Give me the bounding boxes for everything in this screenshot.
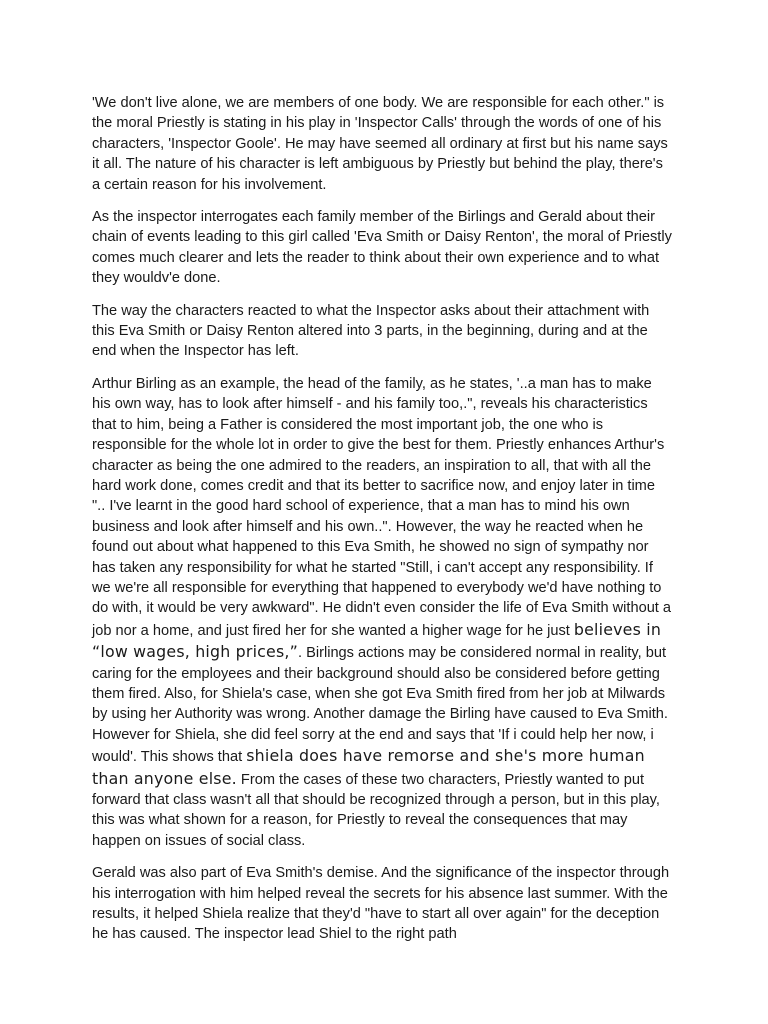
quote-shiela-remorse: shiela does have remorse and she's more human than anyone else. — [92, 746, 645, 788]
paragraph-gerald: Gerald was also part of Eva Smith's demise. And the significance of the inspector through his interrogation with him helped reveal the secrets for his absence last summer. With the results, it helped Shiela realize that they'd "have to start all over again" for the deception he has caused. The inspector lead Shiel to the right path — [92, 865, 670, 943]
essay-body — [92, 93, 672, 957]
paragraph-intro: 'We don't live alone, we are members of one body. We are responsible for each other." is the moral Priestly is stating in his play in 'Inspector Calls' through the words of one of his characters, 'Inspector Goole'. He may have seemed all ordinary at first but his name says it all. The nature of his character is left ambiguous by Priestly but behind the play, there's a certain reason for his involvement. — [92, 95, 668, 193]
paragraph-arthur-birling — [92, 374, 672, 851]
paragraph-interrogation: As the inspector interrogates each family member of the Birlings and Gerald about their chain of events leading to this girl called 'Eva Smith or Daisy Renton', the moral of Priestly comes much clearer and lets the reader to think about their own experience and to what they wouldv'e done. — [92, 209, 672, 287]
quote-low-wages: believes in “low wages, high prices,” — [92, 619, 662, 662]
paragraph-text: . Birlings actions may be considered normal in reality, but caring for the employees and their background should also be considered before getting them fired. Also, for Shiela's case, when she got Eva Smith fired from her job at Milwards by using her Authority was wrong. Another damage the Birling have caused to Eva Smith. However for Shiela, she did feel sorry at the end and says that 'If i could help her now, i would'. This shows that — [92, 645, 668, 766]
paragraph-reactions: The way the characters reacted to what the Inspector asks about their attachment with this Eva Smith or Daisy Renton altered into 3 parts, in the beginning, during and at the end when the Inspector has left. — [92, 302, 650, 360]
paragraph-text: From the cases of these two characters, Priestly wanted to put forward that class wasn't all that should be recognized through a person, but in this play, this was what shown for a reason, for Priestly to reveal the consequences that may happen on issues of social class. — [92, 771, 660, 849]
paragraph-text: Arthur Birling as an example, the head of the family, as he states, '..a man has to make his own way, has to look after himself - and his family too,.", reveals his characteristics that to him, being a Father is considered the most important job, the one who is responsible for the whole lot in order to give the best for them. Priestly enhances Arthur's character as being the one admired to the readers, an inspiration to all, that with all the hard work done, comes credit and that its better to sacrifice now, and enjoy later in time ".. I've learnt in the good hard school of experience, that a man has to mind his own business and look after himself and his own..". However, the way he reacted when he found out about what happened to this Eva Smith, he showed no sign of sympathy nor has taken any responsibility for what he started "Still, i can't accept any responsibility. If we we're all responsible for everything that happened to everybody we'd have nothing to do with, it would be very awkward". He didn't even consider the life of Eva Smith without a job nor a home, and just fired her for she wanted a higher wage for he just — [92, 375, 672, 639]
